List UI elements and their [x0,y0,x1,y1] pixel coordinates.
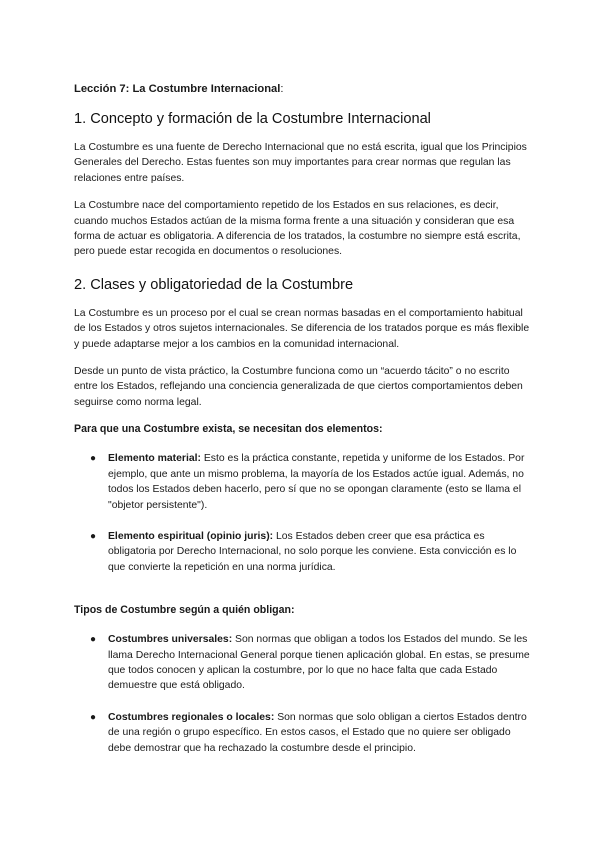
lesson-title-colon: : [280,83,284,95]
section-2-heading: 2. Clases y obligatoriedad de la Costumbre [74,276,354,293]
lesson-title-text: Lección 7: La Costumbre Internacional [74,83,281,95]
list-item-term: Elemento material: [108,453,201,465]
types-heading: Tipos de Costumbre según a quién obligan: [74,604,295,617]
list-item [74,710,530,756]
list-item [74,451,530,513]
section-2-paragraph-2: Desde un punto de vista práctico, la Costumbre funciona como un “acuerdo tácito” o no escrito entre los Estados, reflejando una conciencia generalizada de que ciertos comportamientos deben seguirse como norma legal. [74,366,523,408]
elements-list [74,451,530,575]
list-item-term: Elemento espiritual (opinio juris): [108,530,274,542]
lesson-title [74,82,530,96]
bullet-icon: ● [90,530,97,542]
list-item-text: Esto es la práctica constante, repetida y uniforme de los Estados. Por ejemplo, que ante un mismo problema, la mayoría de los Estados actúe igual. Además, no todos los Estados deben hacerlo, pero sí que no se opongan claramente (esto se llama el "objetor persistente"). [108,453,525,511]
section-1-paragraph-1: La Costumbre es una fuente de Derecho Internacional que no está escrita, igual que los Principios Generales del Derecho. Estas fuentes son muy importantes para crear normas que regulan las relaciones entre países. [74,142,527,184]
list-item-text: Son normas que solo obligan a ciertos Estados dentro de una región o grupo específico. En estos casos, el Estado que no quiere ser obligado debe demostrar que ha rechazado la costumbre desde el principio. [108,711,527,754]
list-item [74,632,530,694]
list-item [74,529,530,575]
types-list [74,632,530,756]
list-item-term: Costumbres regionales o locales: [108,711,275,723]
list-item-text: Son normas que obligan a todos los Estados del mundo. Se les llama Derecho Internacional General porque tienen aplicación global. En estas, se presume que todos conocen y aplican la costumbre, por lo que no hace falta que cada Estado demuestre que está obligado. [108,634,530,692]
bullet-icon: ● [90,711,97,723]
document-page [74,82,530,772]
elements-heading: Para que una Costumbre exista, se necesitan dos elementos: [74,423,383,436]
bullet-icon: ● [90,634,97,646]
bullet-icon: ● [90,453,97,465]
list-item-text: Los Estados deben creer que esa práctica es obligatoria por Derecho Internacional, no solo porque les conviene. Esta convicción es lo que convierte la repetición en una norma jurídica. [108,530,517,573]
section-1-heading: 1. Concepto y formación de la Costumbre Internacional [74,111,431,127]
list-item-term: Costumbres universales: [108,634,233,646]
section-2-paragraph-1: La Costumbre es un proceso por el cual se crean normas basadas en el comportamiento habitual de los Estados y otros sujetos internacionales. Se diferencia de los tratados porque es más flexible y puede adaptarse mejor a los cambios en la comunidad internacional. [74,307,530,350]
section-1-paragraph-2: La Costumbre nace del comportamiento repetido de los Estados en sus relaciones, es decir, cuando muchos Estados actúan de la misma forma frente a una situación y consideran que esa forma de actuar es obligatoria. A diferencia de los tratados, la costumbre no siempre está escrita, pero puede estar recogida en documentos o resoluciones. [74,200,521,258]
